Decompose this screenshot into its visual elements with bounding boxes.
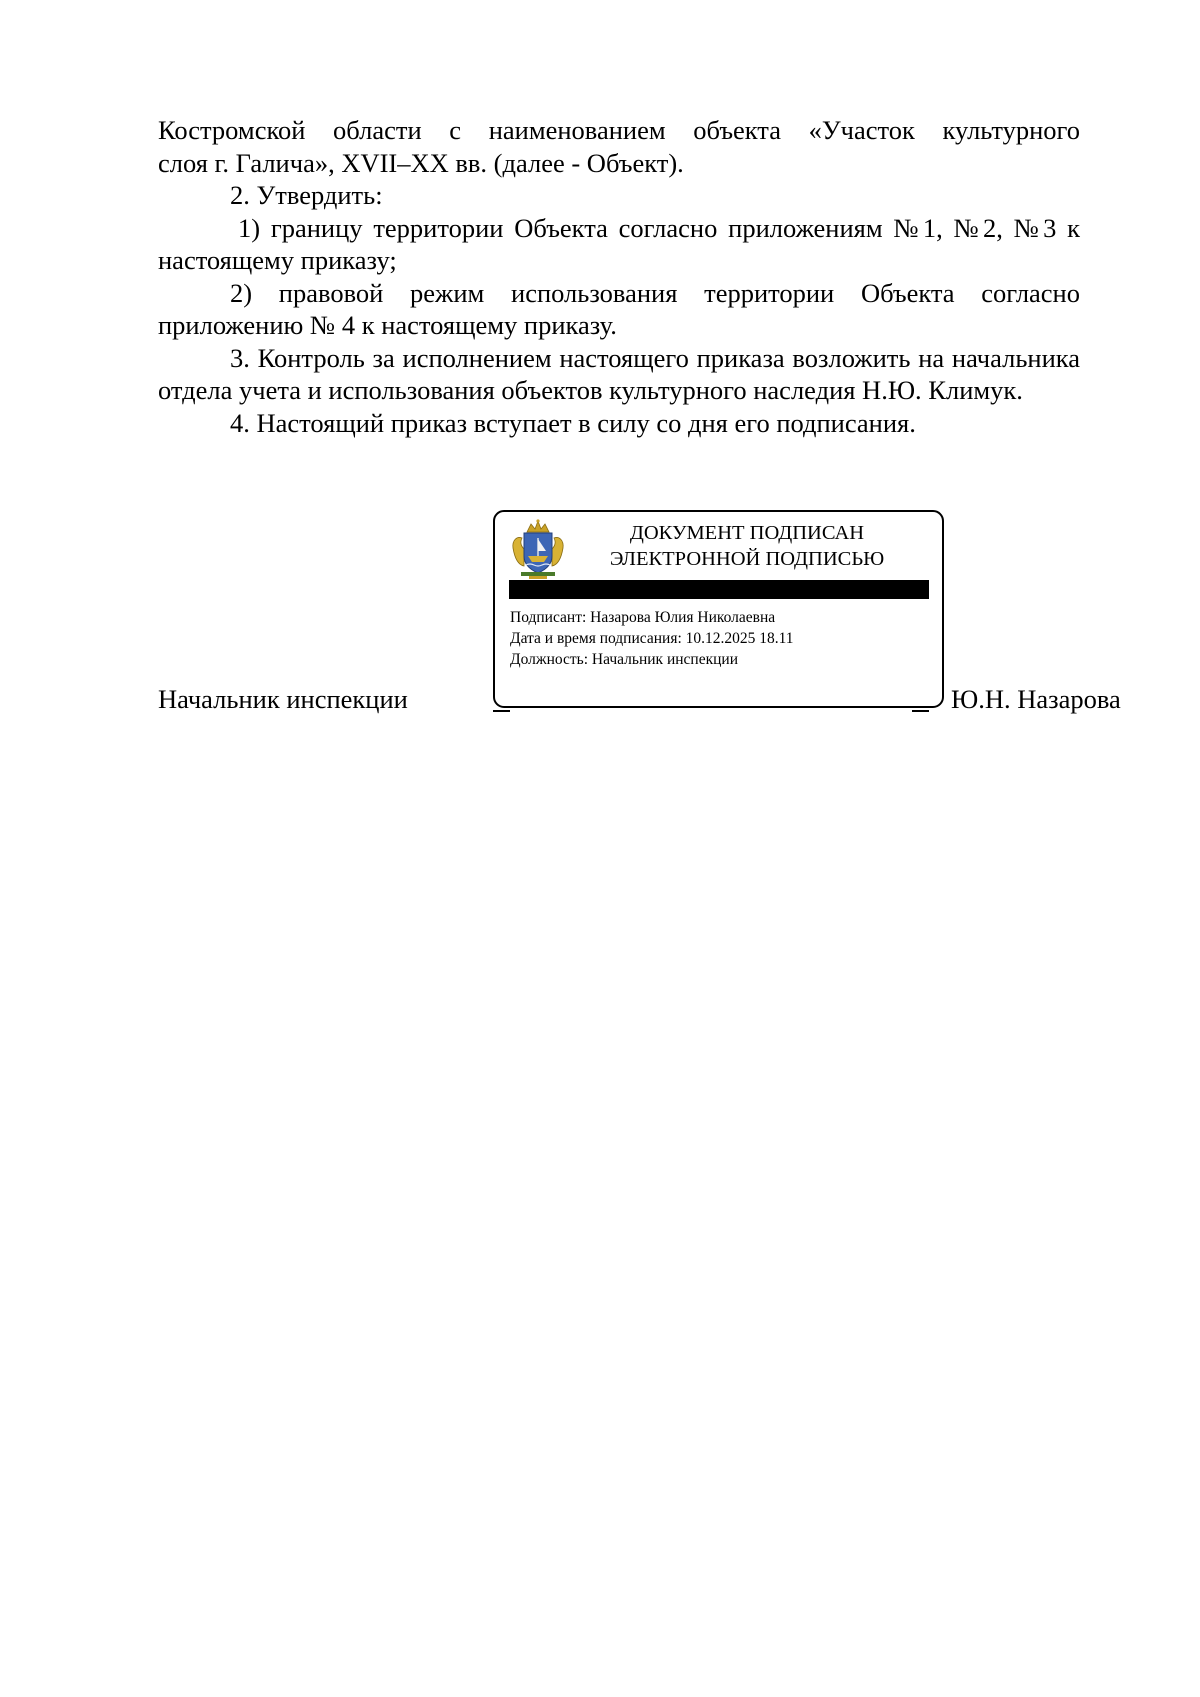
coat-of-arms-icon: [509, 518, 567, 580]
electronic-signature-stamp: [493, 510, 944, 708]
signature-name: Ю.Н. Назарова: [951, 684, 1121, 714]
stamp-title-line-1: ДОКУМЕНТ ПОДПИСАН: [629, 522, 865, 544]
stamp-position: Должность: Начальник инспекции: [510, 651, 739, 668]
paragraph-1-line-1: Костромской области с наименованием объекта «Участок культурного: [158, 115, 1080, 145]
stamp-datetime: Дата и время подписания: 10.12.2025 18.11: [510, 630, 794, 647]
stamp-details: [510, 607, 794, 670]
signature-line-left: [493, 710, 510, 712]
certificate-redaction-bar: [509, 580, 929, 599]
paragraph-4: 2) правовой режим использования территории Объекта согласно приложению № 4 к настоящему приказу.: [158, 277, 1080, 340]
signature-role: Начальник инспекции: [158, 684, 408, 714]
stamp-title: [587, 520, 907, 572]
signature-line-right: [912, 710, 929, 712]
stamp-title-line-2: ЭЛЕКТРОННОЙ ПОДПИСЬЮ: [609, 548, 885, 570]
stamp-signer: Подписант: Назарова Юлия Николаевна: [510, 609, 776, 626]
paragraph-1: [158, 114, 1080, 179]
paragraph-3: 1) границу территории Объекта согласно приложениям №1, №2, №3 к настоящему приказу;: [158, 212, 1080, 275]
paragraph-1-line-2: слоя г. Галича», XVII–XX вв. (далее - Объект).: [158, 147, 684, 178]
paragraph-5: 3. Контроль за исполнением настоящего приказа возложить на начальника отдела учета и использования объектов культурного наследия Н.Ю. Климук.: [158, 342, 1080, 405]
paragraph-2: 2. Утвердить:: [230, 180, 383, 210]
paragraph-6: 4. Настоящий приказ вступает в силу со дня его подписания.: [230, 407, 916, 438]
document-body: [158, 114, 1080, 439]
